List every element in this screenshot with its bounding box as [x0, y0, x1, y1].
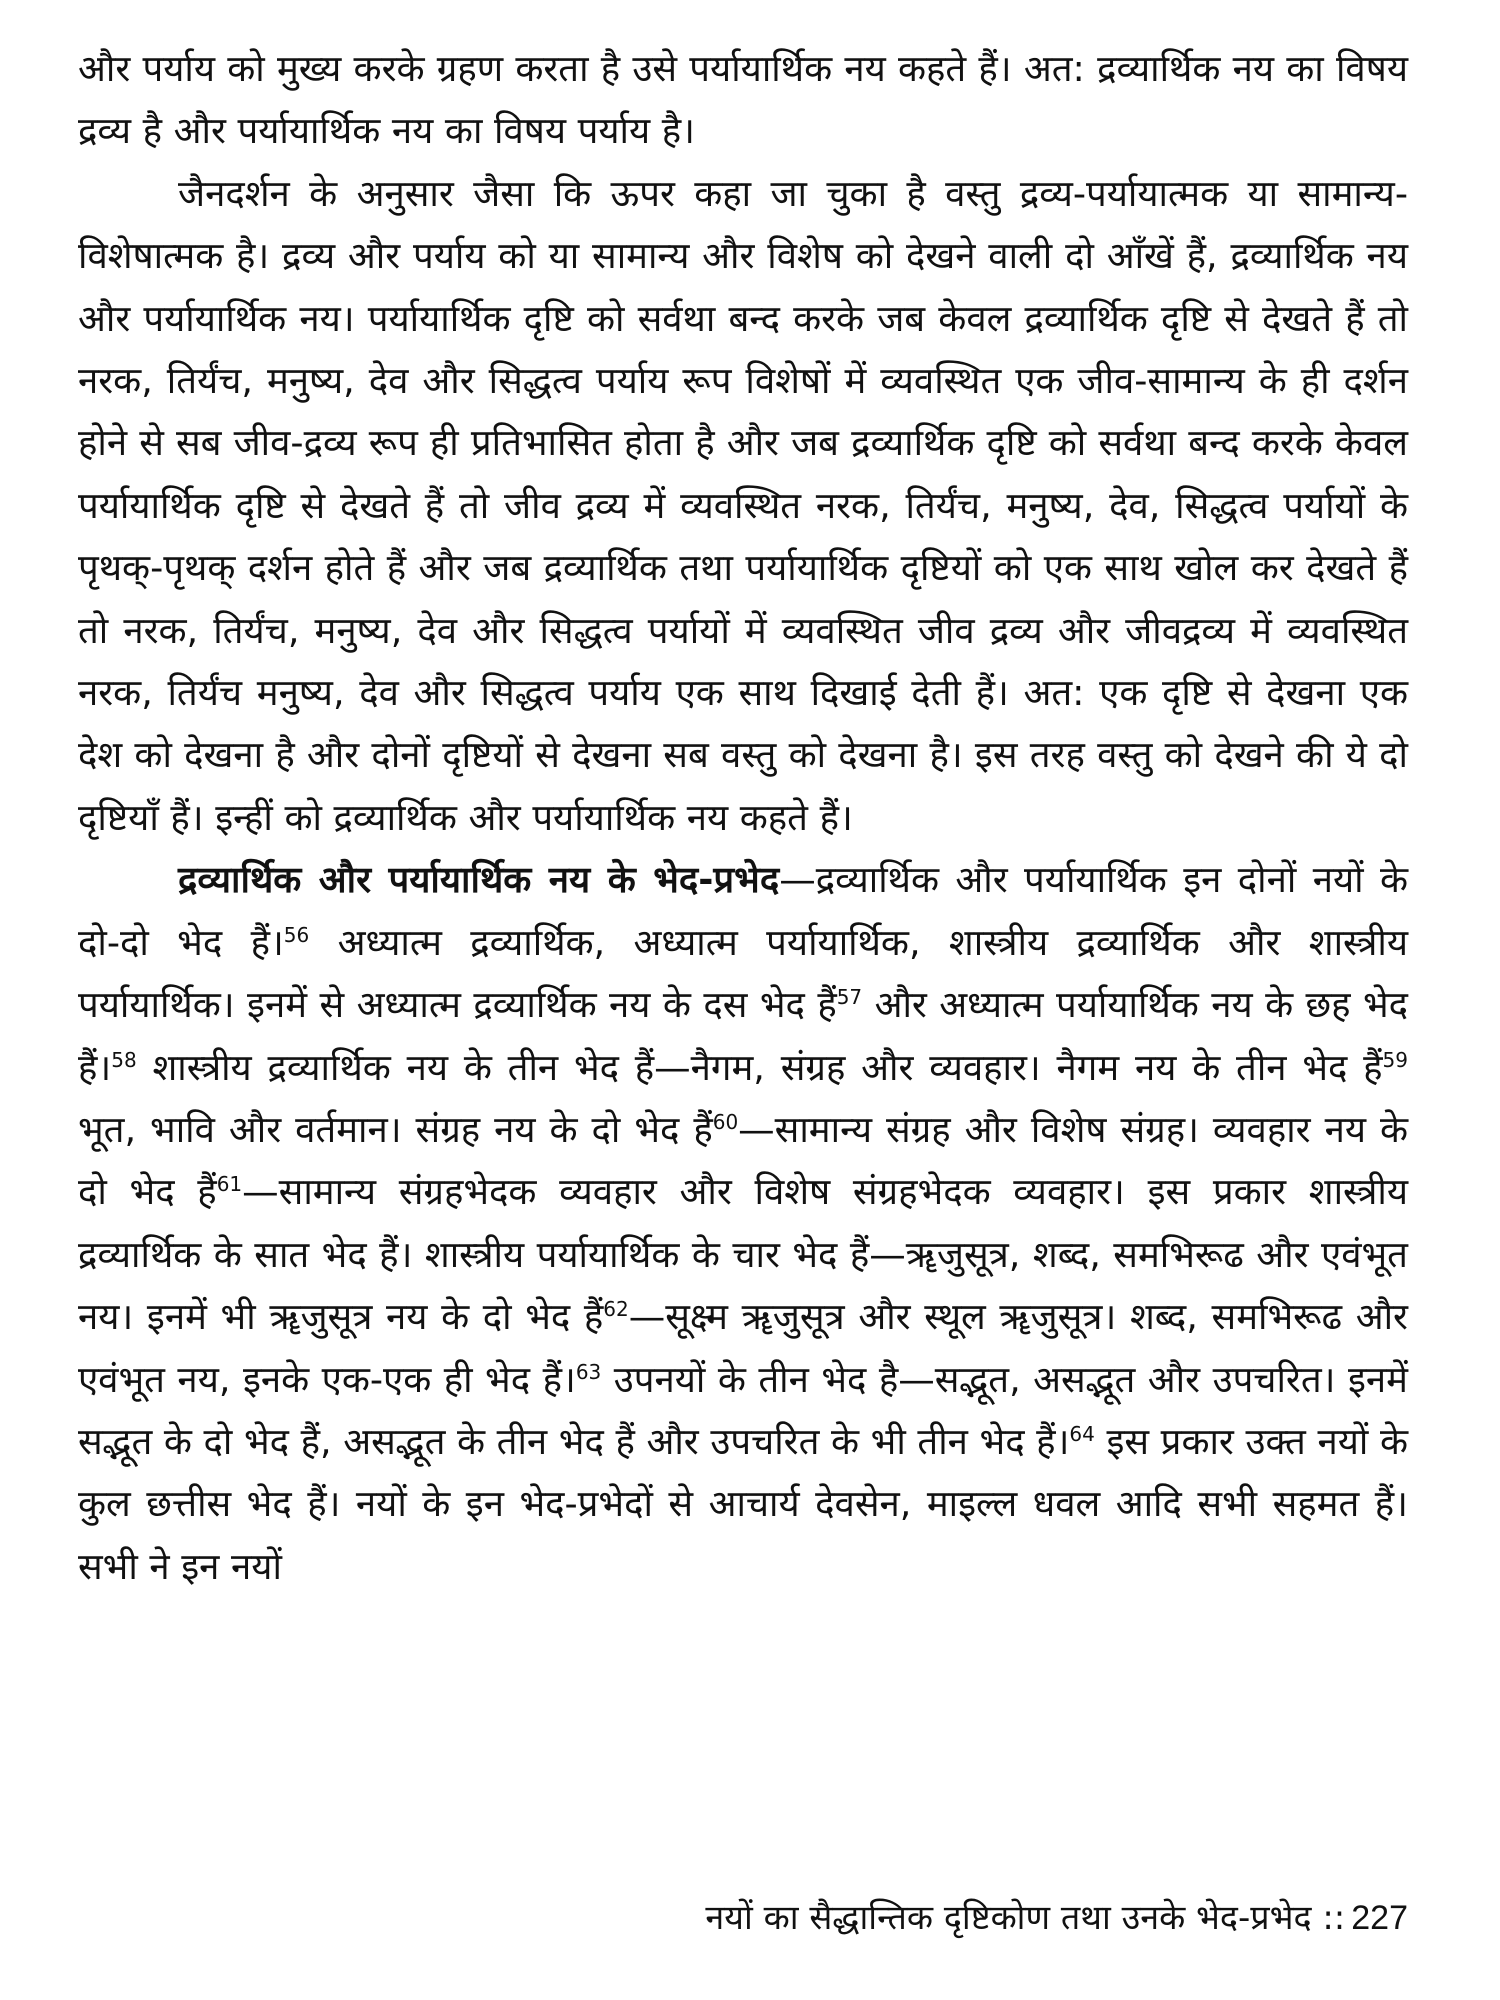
paragraph-3-text: उपनयों के तीन भेद है—सद्भूत, असद्भूत और उपचरित। इनमें सद्भूत के दो भेद हैं, असद्भूत के तीन भेद हैं और उपचरित के भी तीन भेद हैं। — [78, 1357, 1408, 1463]
paragraph-3 — [78, 849, 1408, 1598]
paragraph-3-text: इस प्रकार उक्त नयों के कुल छत्तीस भेद हैं। नयों के इन भेद-प्रभेदों से आचार्य देवसेन, माइल्ल धवल आदि सभी सहमत हैं। सभी ने इन नयों — [78, 1419, 1408, 1588]
footnote-ref-63: 63 — [575, 1359, 602, 1384]
footnote-ref-61: 61 — [216, 1172, 243, 1197]
paragraph-3-text: और अध्यात्म पर्यायार्थिक नय के छह भेद हैं। — [78, 983, 1408, 1089]
footnote-ref-60: 60 — [712, 1109, 739, 1134]
paragraph-3-text: —सामान्य संग्रहभेदक व्यवहार और विशेष संग्रहभेदक व्यवहार। इस प्रकार शास्त्रीय द्रव्यार्थिक के सात भेद हैं। शास्त्रीय पर्यायार्थिक के चार भेद हैं—ॠजुसूत्र, शब्द, समभिरूढ और एवंभूत नय। इनमें भी ॠजुसूत्र नय के दो भेद हैं — [78, 1170, 1409, 1339]
paragraph-3-text: अध्यात्म द्रव्यार्थिक, अध्यात्म पर्यायार्थिक, शास्त्रीय द्रव्यार्थिक और शास्त्रीय पर्यायार्थिक। इनमें से अध्यात्म द्रव्यार्थिक नय के दस भेद हैं — [78, 920, 1408, 1027]
footnote-ref-56: 56 — [283, 922, 310, 947]
paragraph-1: और पर्याय को मुख्य करके ग्रहण करता है उसे पर्यायार्थिक नय कहते हैं। अत: द्रव्यार्थिक नय का विषय द्रव्य है और पर्यायार्थिक नय का विषय पर्याय है। — [78, 47, 1408, 153]
footnote-ref-57: 57 — [836, 984, 863, 1009]
paragraph-3-text: —द्रव्यार्थिक और पर्यायार्थिक इन दोनों नयों के दो-दो भेद हैं। — [78, 858, 1408, 964]
page-number: 227 — [1351, 1899, 1408, 1937]
paragraph-3-text: भूत, भावि और वर्तमान। संग्रह नय के दो भेद हैं — [78, 1107, 713, 1151]
section-heading: द्रव्यार्थिक और पर्यायार्थिक नय के भेद-प्रभेद — [178, 858, 780, 902]
footnote-ref-62: 62 — [603, 1296, 629, 1321]
paragraph-3-text: —सूक्ष्म ॠजुसूत्र और स्थूल ॠजुसूत्र। शब्द, समभिरूढ और एवंभूत नय, इनके एक-एक ही भेद हैं। — [78, 1295, 1408, 1401]
footnote-ref-59: 59 — [1382, 1047, 1408, 1072]
paragraph-3-text: शास्त्रीय द्रव्यार्थिक नय के तीन भेद हैं—नैगम, संग्रह और व्यवहार। नैगम नय के तीन भेद हैं — [136, 1045, 1383, 1089]
running-title: नयों का सैद्धान्तिक दृष्टिकोण तथा उनके भेद-प्रभेद :: — [705, 1898, 1346, 1938]
body-text — [78, 38, 1408, 1598]
document-page — [78, 38, 1408, 1938]
paragraph-3-text: —सामान्य संग्रह और विशेष संग्रह। व्यवहार नय के दो भेद हैं — [78, 1107, 1408, 1214]
paragraph-2: जैनदर्शन के अनुसार जैसा कि ऊपर कहा जा चुका है वस्तु द्रव्य-पर्यायात्मक या सामान्य-विशेषात्मक है। द्रव्य और पर्याय को या सामान्य और विशेष को देखने वाली दो आँखें हैं, द्रव्यार्थिक नय और पर्यायार्थिक नय। पर्यायार्थिक दृष्टि को सर्वथा बन्द करके जब केवल द्रव्यार्थिक दृष्टि से देखते हैं तो नरक, तिर्यंच, मनुष्य, देव और सिद्धत्व पर्याय रूप विशेषों में व्यवस्थित एक जीव-सामान्य के ही दर्शन होने से सब जीव-द्रव्य रूप ही प्रतिभासित होता है और जब द्रव्यार्थिक दृष्टि को सर्वथा बन्द करके केवल पर्यायार्थिक दृष्टि से देखते हैं तो जीव द्रव्य में व्यवस्थित नरक, तिर्यंच, मनुष्य, देव, सिद्धत्व पर्यायों के पृथक्-पृथक् दर्शन होते हैं और जब द्रव्यार्थिक तथा पर्यायार्थिक दृष्टियों को एक साथ खोल कर देखते हैं तो नरक, तिर्यंच, मनुष्य, देव और सिद्धत्व पर्यायों में व्यवस्थित जीव द्रव्य और जीवद्रव्य में व्यवस्थित नरक, तिर्यंच मनुष्य, देव और सिद्धत्व पर्याय एक साथ दिखाई देती हैं। अत: एक दृष्टि से देखना एक देश को देखना है और दोनों दृष्टियों से देखना सब वस्तु को देखना है। इस तरह वस्तु को देखने की ये दो दृष्टियाँ हैं। इन्हीं को द्रव्यार्थिक और पर्यायार्थिक नय कहते हैं। — [78, 171, 1408, 839]
footnote-ref-64: 64 — [1069, 1421, 1095, 1446]
footnote-ref-58: 58 — [111, 1047, 137, 1072]
page-footer — [705, 1898, 1408, 1938]
